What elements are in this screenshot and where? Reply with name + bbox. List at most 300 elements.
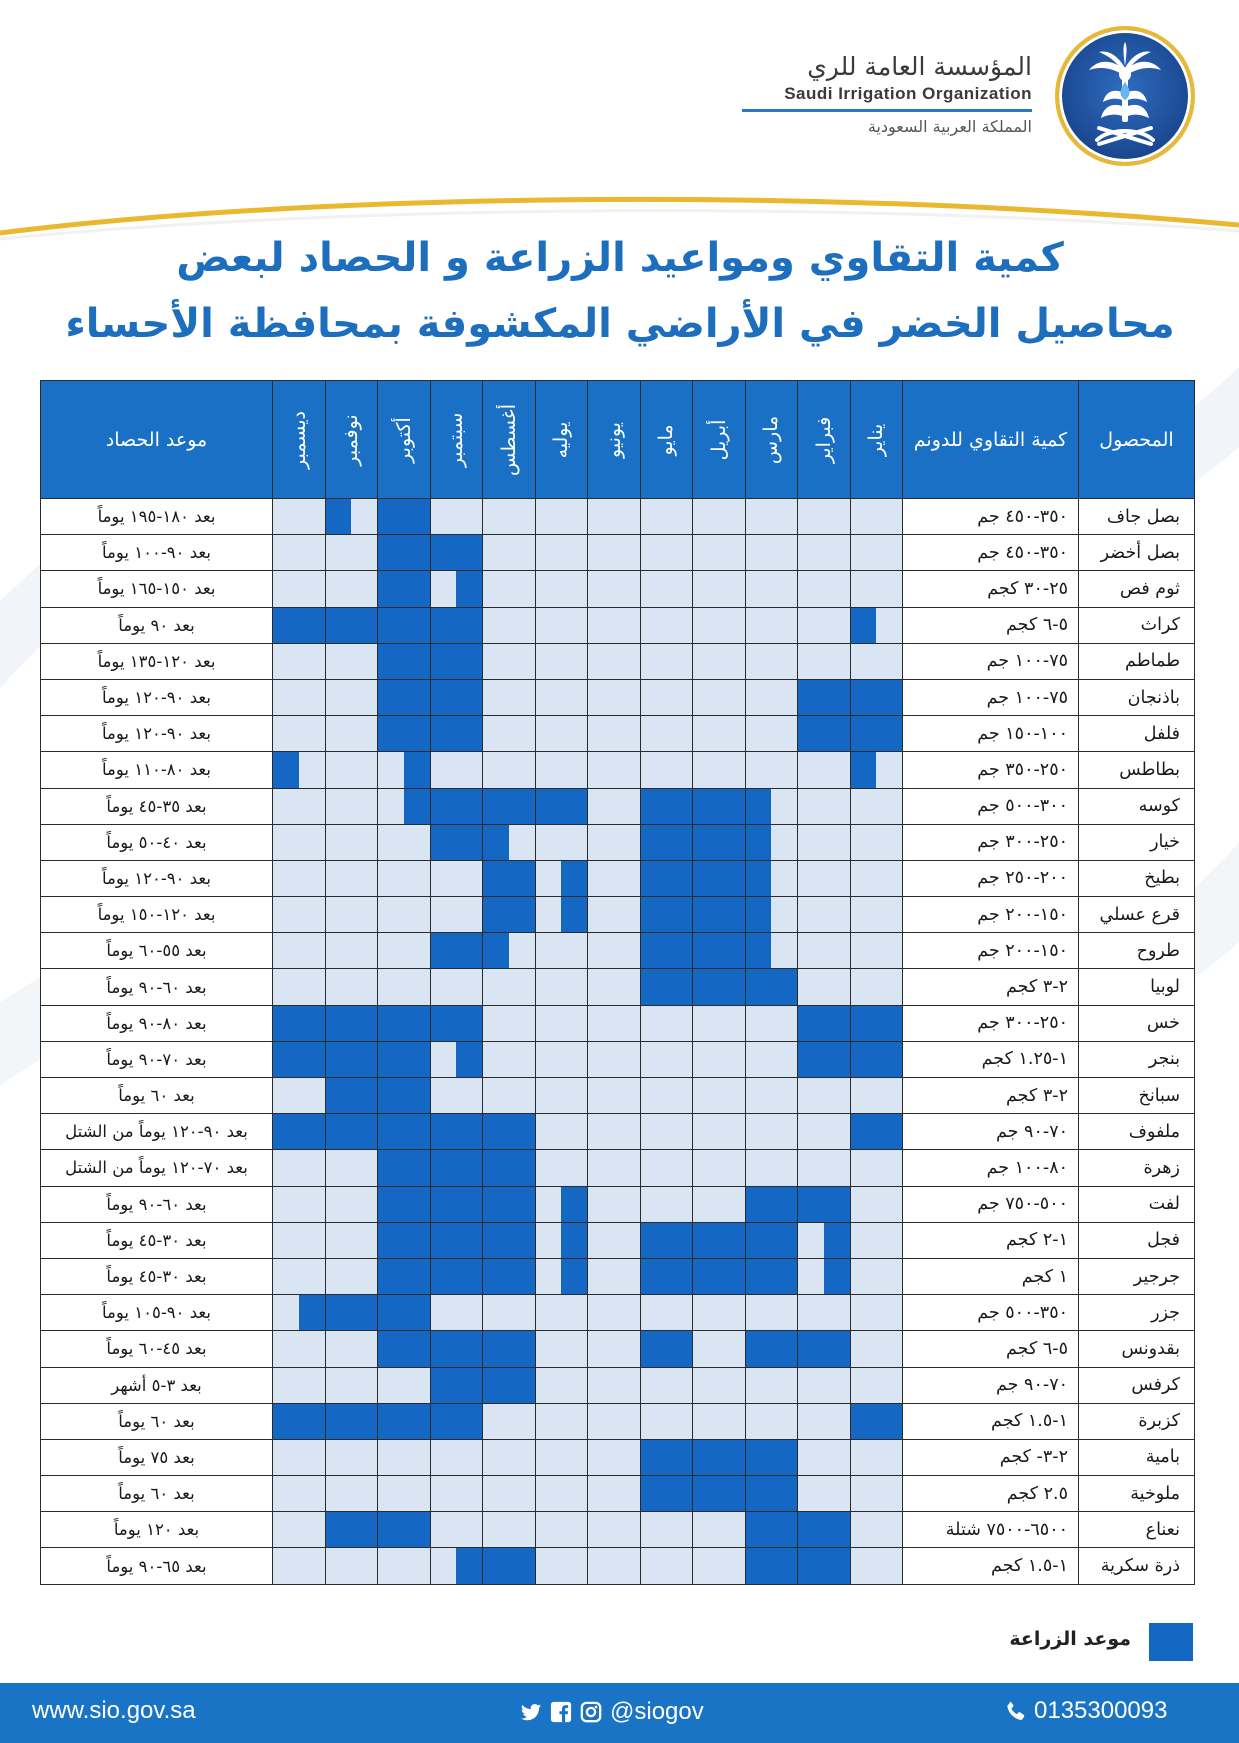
month-label: أكتوبر (392, 416, 415, 463)
month-cell (693, 824, 746, 860)
header-month (483, 381, 536, 499)
month-cell (588, 1005, 641, 1041)
month-cell (850, 1331, 903, 1367)
harvest-time: بعد ١٥٠-١٦٥ يوماً (41, 571, 273, 607)
legend-label: موعد الزراعة (1009, 1628, 1131, 1650)
month-cell (850, 499, 903, 535)
month-cell (535, 643, 588, 679)
palm-tree-icon (1059, 30, 1191, 162)
month-cell (430, 1041, 483, 1077)
month-cell (325, 1222, 378, 1258)
month-cell (535, 1512, 588, 1548)
month-cell (850, 1078, 903, 1114)
twitter-icon[interactable] (520, 1701, 542, 1723)
table-row (41, 897, 1195, 933)
planting-mark (561, 1223, 587, 1258)
crop-name: ثوم فص (1079, 571, 1195, 607)
month-cell (378, 1403, 431, 1439)
month-cell (693, 643, 746, 679)
month-cell (588, 824, 641, 860)
table-row (41, 1476, 1195, 1512)
month-cell (798, 1222, 851, 1258)
month-cell (325, 1403, 378, 1439)
month-cell (273, 1548, 326, 1584)
crop-name: بنجر (1079, 1041, 1195, 1077)
month-cell (378, 1512, 431, 1548)
month-cell (535, 716, 588, 752)
month-cell (798, 535, 851, 571)
harvest-time: بعد ٦٥-٩٠ يوماً (41, 1548, 273, 1584)
table-row (41, 933, 1195, 969)
month-cell (273, 1114, 326, 1150)
month-cell (745, 1005, 798, 1041)
month-cell (640, 1295, 693, 1331)
month-cell (273, 571, 326, 607)
month-cell (273, 1439, 326, 1475)
crop-name: بامية (1079, 1439, 1195, 1475)
phone-number[interactable]: 0135300093 (1034, 1697, 1168, 1724)
month-cell (640, 1512, 693, 1548)
harvest-time: بعد ٨٠-٩٠ يوماً (41, 1005, 273, 1041)
month-cell (640, 897, 693, 933)
header-month (693, 381, 746, 499)
month-cell (325, 1005, 378, 1041)
month-cell (798, 716, 851, 752)
table-row (41, 1439, 1195, 1475)
month-cell (745, 1114, 798, 1150)
harvest-time: بعد ٧٠-١٢٠ يوماً من الشتل (41, 1150, 273, 1186)
month-cell (325, 1078, 378, 1114)
month-cell (378, 1258, 431, 1294)
month-cell (378, 969, 431, 1005)
harvest-time: بعد ٩٠-١٢٠ يوماً (41, 716, 273, 752)
month-cell (535, 499, 588, 535)
table-row (41, 1331, 1195, 1367)
month-cell (430, 824, 483, 860)
month-cell (693, 607, 746, 643)
month-cell (588, 679, 641, 715)
month-cell (850, 788, 903, 824)
organization-logo (1055, 26, 1195, 166)
month-cell (325, 752, 378, 788)
month-cell (640, 1439, 693, 1475)
month-cell (273, 1222, 326, 1258)
month-cell (325, 535, 378, 571)
month-cell (430, 571, 483, 607)
header-month (745, 381, 798, 499)
month-cell (798, 933, 851, 969)
footer-bar (0, 1683, 1239, 1743)
month-cell (850, 1222, 903, 1258)
month-cell (745, 824, 798, 860)
seed-quantity: ٢-٣ كجم (903, 969, 1079, 1005)
month-cell (378, 1222, 431, 1258)
harvest-time: بعد ٩٠-١٢٠ يوماً من الشتل (41, 1114, 273, 1150)
month-cell (745, 933, 798, 969)
header-crop: المحصول (1079, 381, 1195, 499)
month-cell (640, 1222, 693, 1258)
crop-name: فجل (1079, 1222, 1195, 1258)
month-cell (483, 1403, 536, 1439)
month-cell (745, 571, 798, 607)
table-row (41, 824, 1195, 860)
harvest-time: بعد ١٢٠-١٣٥ يوماً (41, 643, 273, 679)
month-cell (483, 969, 536, 1005)
month-cell (378, 860, 431, 896)
month-cell (640, 824, 693, 860)
month-cell (693, 716, 746, 752)
social-handle[interactable]: @siogov (610, 1698, 704, 1725)
month-cell (640, 1114, 693, 1150)
month-cell (483, 607, 536, 643)
seed-quantity: ٨٠-١٠٠ جم (903, 1150, 1079, 1186)
month-cell (850, 1005, 903, 1041)
month-cell (798, 969, 851, 1005)
month-cell (535, 1041, 588, 1077)
harvest-time: بعد ٥٥-٦٠ يوماً (41, 933, 273, 969)
month-cell (798, 897, 851, 933)
month-cell (693, 1150, 746, 1186)
month-cell (745, 679, 798, 715)
month-cell (430, 1548, 483, 1584)
table-row (41, 1005, 1195, 1041)
crop-name: فلفل (1079, 716, 1195, 752)
header-month (273, 381, 326, 499)
planting-mark (561, 861, 587, 896)
month-cell (430, 607, 483, 643)
planting-mark (299, 1295, 325, 1330)
seed-quantity: ٧٥-١٠٠ جم (903, 643, 1079, 679)
header-month (325, 381, 378, 499)
crop-name: لفت (1079, 1186, 1195, 1222)
month-cell (325, 824, 378, 860)
month-cell (745, 860, 798, 896)
month-cell (588, 752, 641, 788)
month-cell (430, 716, 483, 752)
month-cell (535, 1295, 588, 1331)
planting-mark (404, 789, 430, 824)
harvest-time: بعد ٦٠-٩٠ يوماً (41, 1186, 273, 1222)
table-row (41, 1403, 1195, 1439)
month-cell (325, 1041, 378, 1077)
month-cell (588, 1114, 641, 1150)
month-cell (273, 969, 326, 1005)
month-cell (640, 1078, 693, 1114)
month-cell (745, 752, 798, 788)
month-cell (430, 788, 483, 824)
month-cell (693, 1041, 746, 1077)
month-cell (430, 1476, 483, 1512)
seed-quantity: ٢٥٠-٣٠٠ جم (903, 1005, 1079, 1041)
month-cell (798, 1005, 851, 1041)
month-cell (483, 1331, 536, 1367)
month-cell (588, 499, 641, 535)
month-cell (273, 1403, 326, 1439)
harvest-time: بعد ٩٠-١٢٠ يوماً (41, 860, 273, 896)
table-row (41, 571, 1195, 607)
page-title-line-1: كمية التقاوي ومواعيد الزراعة و الحصاد لبعض (176, 235, 1064, 281)
month-cell (693, 860, 746, 896)
month-cell (850, 1258, 903, 1294)
crop-name: باذنجان (1079, 679, 1195, 715)
month-cell (430, 1258, 483, 1294)
month-cell (535, 824, 588, 860)
month-cell (693, 1512, 746, 1548)
month-cell (798, 824, 851, 860)
month-cell (378, 752, 431, 788)
planting-mark (824, 1259, 850, 1294)
month-cell (850, 607, 903, 643)
month-cell (378, 1331, 431, 1367)
month-cell (850, 824, 903, 860)
month-cell (430, 1078, 483, 1114)
table-row (41, 679, 1195, 715)
website-link[interactable]: www.sio.gov.sa (32, 1697, 196, 1724)
month-cell (693, 1114, 746, 1150)
month-cell (693, 752, 746, 788)
month-cell (850, 1186, 903, 1222)
planting-mark (746, 933, 772, 968)
month-cell (745, 897, 798, 933)
month-cell (693, 499, 746, 535)
month-cell (483, 1367, 536, 1403)
month-cell (273, 607, 326, 643)
month-cell (378, 1114, 431, 1150)
harvest-time: بعد ٩٠-١٠٥ يوماً (41, 1295, 273, 1331)
month-cell (378, 1548, 431, 1584)
seed-quantity: ١-٢ كجم (903, 1222, 1079, 1258)
header-month (430, 381, 483, 499)
month-cell (430, 1331, 483, 1367)
month-label: فبراير (812, 416, 835, 463)
month-cell (483, 535, 536, 571)
month-cell (588, 1078, 641, 1114)
seed-quantity: ٣٥٠-٤٥٠ جم (903, 499, 1079, 535)
crop-name: كراث (1079, 607, 1195, 643)
month-cell (325, 933, 378, 969)
month-cell (850, 1439, 903, 1475)
month-cell (850, 969, 903, 1005)
header-harvest: موعد الحصاد (41, 381, 273, 499)
table-row (41, 1114, 1195, 1150)
planting-mark (561, 1259, 587, 1294)
month-cell (798, 1114, 851, 1150)
month-cell (640, 1548, 693, 1584)
harvest-time: بعد ٣٥-٤٥ يوماً (41, 788, 273, 824)
planting-mark (561, 897, 587, 932)
month-cell (640, 1186, 693, 1222)
table-row (41, 969, 1195, 1005)
planting-mark (746, 789, 772, 824)
month-cell (850, 1041, 903, 1077)
month-cell (325, 1150, 378, 1186)
month-cell (535, 897, 588, 933)
harvest-time: بعد ٩٠-١٢٠ يوماً (41, 679, 273, 715)
planting-mark (851, 608, 877, 643)
month-cell (483, 1439, 536, 1475)
harvest-time: بعد ٣٠-٤٥ يوماً (41, 1258, 273, 1294)
month-cell (588, 1512, 641, 1548)
month-cell (588, 1548, 641, 1584)
seed-quantity: ٢.٥ كجم (903, 1476, 1079, 1512)
month-cell (535, 1548, 588, 1584)
month-cell (325, 1512, 378, 1548)
seed-quantity: ١-١.٢٥ كجم (903, 1041, 1079, 1077)
table-row (41, 1548, 1195, 1584)
month-cell (430, 499, 483, 535)
month-cell (588, 969, 641, 1005)
month-cell (483, 788, 536, 824)
month-cell (483, 1476, 536, 1512)
month-cell (535, 860, 588, 896)
month-cell (535, 933, 588, 969)
month-cell (693, 535, 746, 571)
month-cell (535, 788, 588, 824)
month-cell (588, 1403, 641, 1439)
month-cell (273, 752, 326, 788)
month-cell (378, 933, 431, 969)
month-cell (325, 1548, 378, 1584)
harvest-time: بعد ١٢٠ يوماً (41, 1512, 273, 1548)
planting-mark (456, 571, 482, 606)
month-cell (745, 1295, 798, 1331)
month-cell (483, 571, 536, 607)
month-cell (850, 1548, 903, 1584)
month-cell (535, 1403, 588, 1439)
month-cell (273, 1078, 326, 1114)
harvest-time: بعد ٧٠-٩٠ يوماً (41, 1041, 273, 1077)
month-cell (273, 643, 326, 679)
month-cell (378, 1295, 431, 1331)
month-cell (640, 969, 693, 1005)
month-cell (640, 571, 693, 607)
month-cell (430, 1295, 483, 1331)
month-cell (850, 1295, 903, 1331)
month-cell (378, 607, 431, 643)
month-cell (378, 1005, 431, 1041)
month-cell (378, 1439, 431, 1475)
org-name-english: Saudi Irrigation Organization (742, 84, 1032, 112)
month-cell (378, 679, 431, 715)
org-name-arabic: المؤسسة العامة للري (807, 52, 1032, 81)
harvest-time: بعد ٣٠-٤٥ يوماً (41, 1222, 273, 1258)
month-cell (745, 535, 798, 571)
month-cell (745, 1403, 798, 1439)
month-cell (483, 1295, 536, 1331)
month-cell (325, 499, 378, 535)
month-cell (273, 860, 326, 896)
month-cell (535, 1078, 588, 1114)
harvest-time: بعد ٧٥ يوماً (41, 1439, 273, 1475)
month-cell (325, 1114, 378, 1150)
month-cell (850, 679, 903, 715)
month-cell (850, 571, 903, 607)
month-cell (693, 1078, 746, 1114)
month-cell (693, 1439, 746, 1475)
crop-name: بصل أخضر (1079, 535, 1195, 571)
seed-quantity: ١٥٠-٢٠٠ جم (903, 933, 1079, 969)
month-label: أبريل (707, 419, 730, 460)
seed-quantity: ٣٠٠-٥٠٠ جم (903, 788, 1079, 824)
harvest-time: بعد ١٨٠-١٩٥ يوماً (41, 499, 273, 535)
crop-name: طماطم (1079, 643, 1195, 679)
month-cell (588, 1439, 641, 1475)
month-cell (273, 824, 326, 860)
month-cell (430, 969, 483, 1005)
month-cell (693, 897, 746, 933)
planting-mark (456, 1042, 482, 1077)
table-row (41, 1041, 1195, 1077)
month-cell (325, 897, 378, 933)
instagram-icon[interactable] (580, 1701, 602, 1723)
month-cell (640, 499, 693, 535)
month-cell (483, 1258, 536, 1294)
month-cell (798, 788, 851, 824)
harvest-time: بعد ٣-٥ أشهر (41, 1367, 273, 1403)
month-cell (273, 1295, 326, 1331)
month-cell (850, 716, 903, 752)
month-cell (693, 933, 746, 969)
seed-quantity: ٦٥٠٠-٧٥٠٠ شتلة (903, 1512, 1079, 1548)
month-label: يونيو (602, 421, 625, 458)
month-cell (745, 716, 798, 752)
month-cell (430, 1114, 483, 1150)
month-cell (273, 1331, 326, 1367)
facebook-icon[interactable] (550, 1701, 572, 1723)
header-month (588, 381, 641, 499)
crop-name: جزر (1079, 1295, 1195, 1331)
month-cell (693, 1005, 746, 1041)
month-cell (430, 1186, 483, 1222)
header-month (535, 381, 588, 499)
month-cell (850, 752, 903, 788)
month-cell (378, 535, 431, 571)
month-cell (693, 1258, 746, 1294)
crop-name: خيار (1079, 824, 1195, 860)
month-cell (588, 860, 641, 896)
crop-name: لوبيا (1079, 969, 1195, 1005)
month-cell (325, 716, 378, 752)
month-cell (430, 1403, 483, 1439)
month-cell (693, 1548, 746, 1584)
harvest-time: بعد ٤٠-٥٠ يوماً (41, 824, 273, 860)
crop-name: كرفس (1079, 1367, 1195, 1403)
month-cell (430, 1150, 483, 1186)
month-cell (378, 824, 431, 860)
month-cell (273, 679, 326, 715)
month-label: أغسطس (497, 403, 520, 476)
seed-quantity: ١ كجم (903, 1258, 1079, 1294)
month-cell (850, 933, 903, 969)
social-block (520, 1697, 704, 1727)
table-row (41, 1150, 1195, 1186)
legend-swatch (1149, 1623, 1193, 1661)
table-row (41, 643, 1195, 679)
month-cell (588, 535, 641, 571)
country-name: المملكة العربية السعودية (867, 117, 1032, 136)
crop-name: بطاطس (1079, 752, 1195, 788)
header-month (850, 381, 903, 499)
month-cell (798, 571, 851, 607)
month-cell (430, 535, 483, 571)
month-cell (693, 1367, 746, 1403)
table-row (41, 1512, 1195, 1548)
month-cell (273, 535, 326, 571)
month-cell (325, 607, 378, 643)
table-row (41, 1295, 1195, 1331)
table-header-row (41, 381, 1195, 499)
planting-mark (824, 1223, 850, 1258)
